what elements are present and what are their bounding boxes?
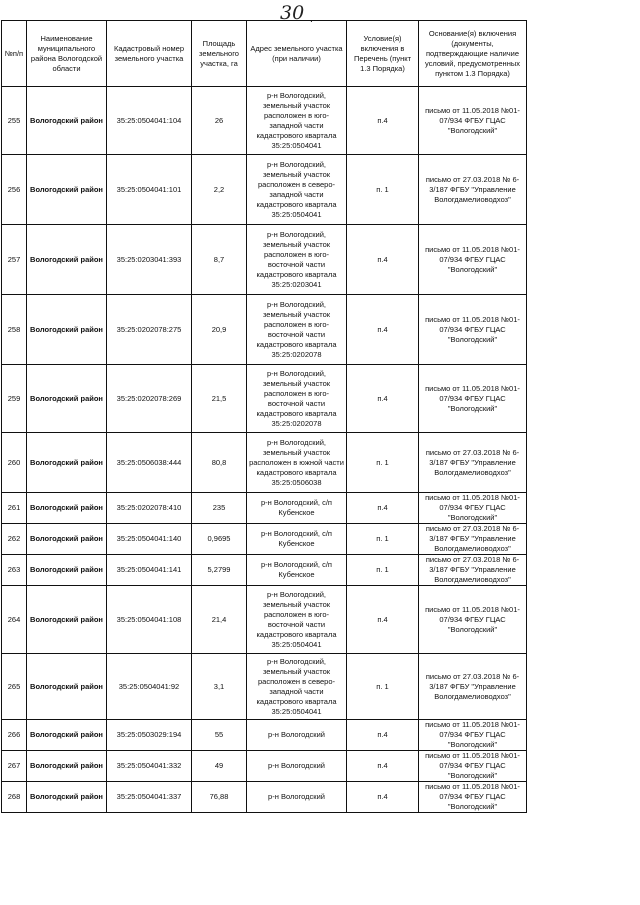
cell-address: р-н Вологодский, земельный участок расположен в юго-восточной части кадастрового квартала 35:25:0202078 xyxy=(247,295,347,365)
cell-condition: п. 1 xyxy=(347,155,419,225)
cell-district: Вологодский район xyxy=(27,155,107,225)
cell-condition: п.4 xyxy=(347,751,419,782)
cell-area: 76,88 xyxy=(192,782,247,813)
cell-area: 21,5 xyxy=(192,365,247,433)
cell-district: Вологодский район xyxy=(27,493,107,524)
cell-address: р-н Вологодский, земельный участок расположен в юго-восточной части кадастрового квартала 35:25:0203041 xyxy=(247,225,347,295)
cell-condition: п.4 xyxy=(347,720,419,751)
table-row xyxy=(2,493,527,524)
table-row xyxy=(2,365,527,433)
cell-num: 256 xyxy=(2,155,27,225)
cell-cadastral: 35:25:0504041:337 xyxy=(107,782,192,813)
cell-address: р-н Вологодский, земельный участок расположен в южной части кадастрового квартала 35:25:0506038 xyxy=(247,433,347,493)
cell-district: Вологодский район xyxy=(27,586,107,654)
cell-cadastral: 35:25:0203041:393 xyxy=(107,225,192,295)
cell-condition: п.4 xyxy=(347,225,419,295)
cell-district: Вологодский район xyxy=(27,782,107,813)
cell-num: 267 xyxy=(2,751,27,782)
cell-basis: письмо от 11.05.2018 №01-07/934 ФГБУ ГЦАС "Вологодский" xyxy=(419,225,527,295)
cell-cadastral: 35:25:0503029:194 xyxy=(107,720,192,751)
cell-district: Вологодский район xyxy=(27,555,107,586)
cell-address: р-н Вологодский xyxy=(247,720,347,751)
cell-num: 259 xyxy=(2,365,27,433)
cell-cadastral: 35:25:0504041:141 xyxy=(107,555,192,586)
cell-area: 8,7 xyxy=(192,225,247,295)
table-row xyxy=(2,720,527,751)
cell-num: 260 xyxy=(2,433,27,493)
cell-num: 261 xyxy=(2,493,27,524)
cell-area: 3,1 xyxy=(192,654,247,720)
cell-basis: письмо от 11.05.2018 №01-07/934 ФГБУ ГЦАС "Вологодский" xyxy=(419,782,527,813)
cell-cadastral: 35:25:0202078:275 xyxy=(107,295,192,365)
cell-num: 264 xyxy=(2,586,27,654)
cell-condition: п.4 xyxy=(347,782,419,813)
cell-address: р-н Вологодский, с/п Кубенское xyxy=(247,524,347,555)
cell-cadastral: 35:25:0504041:92 xyxy=(107,654,192,720)
header-address: Адрес земельного участка (при наличии) xyxy=(247,21,347,87)
table-row xyxy=(2,782,527,813)
cell-num: 266 xyxy=(2,720,27,751)
cell-address: р-н Вологодский, земельный участок расположен в северо-западной части кадастрового квартала 35:25:0504041 xyxy=(247,654,347,720)
cell-address: р-н Вологодский, земельный участок расположен в юго-восточной части кадастрового квартала 35:25:0202078 xyxy=(247,365,347,433)
cell-basis: письмо от 27.03.2018 № 6-3/187 ФГБУ "Управление Вологдамелиоводхоз" xyxy=(419,524,527,555)
header-area: Площадь земельного участка, га xyxy=(192,21,247,87)
cell-condition: п. 1 xyxy=(347,555,419,586)
cell-district: Вологодский район xyxy=(27,433,107,493)
cell-basis: письмо от 27.03.2018 № 6-3/187 ФГБУ "Управление Вологдамелиоводхоз" xyxy=(419,654,527,720)
cell-area: 0,9695 xyxy=(192,524,247,555)
cell-cadastral: 35:25:0504041:108 xyxy=(107,586,192,654)
table-row xyxy=(2,433,527,493)
cell-area: 20,9 xyxy=(192,295,247,365)
cell-num: 257 xyxy=(2,225,27,295)
table-row xyxy=(2,524,527,555)
cell-condition: п. 1 xyxy=(347,524,419,555)
header-condition: Условие(я) включения в Перечень (пункт 1.3 Порядка) xyxy=(347,21,419,87)
cell-basis: письмо от 11.05.2018 №01-07/934 ФГБУ ГЦАС "Вологодский" xyxy=(419,586,527,654)
cell-address: р-н Вологодский, земельный участок расположен в юго-восточной части кадастрового квартала 35:25:0504041 xyxy=(247,586,347,654)
cell-address: р-н Вологодский xyxy=(247,751,347,782)
cell-district: Вологодский район xyxy=(27,87,107,155)
cell-num: 262 xyxy=(2,524,27,555)
cell-cadastral: 35:25:0506038:444 xyxy=(107,433,192,493)
header-district: Наименование муниципального района Вологодской области xyxy=(27,21,107,87)
cell-address: р-н Вологодский, с/п Кубенское xyxy=(247,493,347,524)
cell-area: 80,8 xyxy=(192,433,247,493)
cell-district: Вологодский район xyxy=(27,751,107,782)
cell-area: 49 xyxy=(192,751,247,782)
table-row xyxy=(2,87,527,155)
cell-num: 258 xyxy=(2,295,27,365)
table-row xyxy=(2,295,527,365)
cell-condition: п. 1 xyxy=(347,654,419,720)
cell-area: 26 xyxy=(192,87,247,155)
cell-district: Вологодский район xyxy=(27,295,107,365)
table-row xyxy=(2,586,527,654)
cell-basis: письмо от 11.05.2018 №01-07/934 ФГБУ ГЦАС "Вологодский" xyxy=(419,295,527,365)
cell-cadastral: 35:25:0202078:410 xyxy=(107,493,192,524)
cell-address: р-н Вологодский xyxy=(247,782,347,813)
cell-cadastral: 35:25:0504041:332 xyxy=(107,751,192,782)
cell-cadastral: 35:25:0504041:104 xyxy=(107,87,192,155)
cell-area: 235 xyxy=(192,493,247,524)
table-header-row xyxy=(2,21,527,87)
cell-basis: письмо от 11.05.2018 №01-07/934 ФГБУ ГЦАС "Вологодский" xyxy=(419,493,527,524)
header-basis: Основание(я) включения (документы, подтверждающие наличие условий, предусмотренных пунктом 1.3 Порядка) xyxy=(419,21,527,87)
header-cadastral: Кадастровый номер земельного участка xyxy=(107,21,192,87)
cell-condition: п.4 xyxy=(347,365,419,433)
table-row xyxy=(2,751,527,782)
land-registry-table xyxy=(1,20,527,813)
cell-cadastral: 35:25:0504041:101 xyxy=(107,155,192,225)
cell-area: 21,4 xyxy=(192,586,247,654)
cell-condition: п.4 xyxy=(347,87,419,155)
page-number: 30 xyxy=(280,2,305,24)
cell-basis: письмо от 11.05.2018 №01-07/934 ФГБУ ГЦАС "Вологодский" xyxy=(419,87,527,155)
cell-district: Вологодский район xyxy=(27,654,107,720)
table-row xyxy=(2,654,527,720)
cell-address: р-н Вологодский, земельный участок расположен в юго-западной части кадастрового квартала 35:25:0504041 xyxy=(247,87,347,155)
cell-area: 5,2799 xyxy=(192,555,247,586)
cell-basis: письмо от 11.05.2018 №01-07/934 ФГБУ ГЦАС "Вологодский" xyxy=(419,751,527,782)
cell-area: 2,2 xyxy=(192,155,247,225)
cell-num: 263 xyxy=(2,555,27,586)
cell-cadastral: 35:25:0202078:269 xyxy=(107,365,192,433)
cell-condition: п.4 xyxy=(347,493,419,524)
cell-condition: п. 1 xyxy=(347,433,419,493)
page-dot: . xyxy=(310,14,313,25)
cell-num: 268 xyxy=(2,782,27,813)
cell-basis: письмо от 27.03.2018 № 6-3/187 ФГБУ "Управление Вологдамелиоводхоз" xyxy=(419,155,527,225)
cell-district: Вологодский район xyxy=(27,225,107,295)
cell-num: 265 xyxy=(2,654,27,720)
cell-area: 55 xyxy=(192,720,247,751)
cell-num: 255 xyxy=(2,87,27,155)
cell-condition: п.4 xyxy=(347,295,419,365)
cell-district: Вологодский район xyxy=(27,365,107,433)
cell-basis: письмо от 11.05.2018 №01-07/934 ФГБУ ГЦАС "Вологодский" xyxy=(419,365,527,433)
table-row xyxy=(2,555,527,586)
header-num: №п/п xyxy=(2,21,27,87)
cell-address: р-н Вологодский, земельный участок расположен в северо-западной части кадастрового квартала 35:25:0504041 xyxy=(247,155,347,225)
cell-address: р-н Вологодский, с/п Кубенское xyxy=(247,555,347,586)
table-row xyxy=(2,225,527,295)
cell-basis: письмо от 27.03.2018 № 6-3/187 ФГБУ "Управление Вологдамелиоводхоз" xyxy=(419,555,527,586)
cell-basis: письмо от 27.03.2018 № 6-3/187 ФГБУ "Управление Вологдамелиоводхоз" xyxy=(419,433,527,493)
table-row xyxy=(2,155,527,225)
cell-district: Вологодский район xyxy=(27,720,107,751)
cell-district: Вологодский район xyxy=(27,524,107,555)
cell-condition: п.4 xyxy=(347,586,419,654)
cell-basis: письмо от 11.05.2018 №01-07/934 ФГБУ ГЦАС "Вологодский" xyxy=(419,720,527,751)
cell-cadastral: 35:25:0504041:140 xyxy=(107,524,192,555)
